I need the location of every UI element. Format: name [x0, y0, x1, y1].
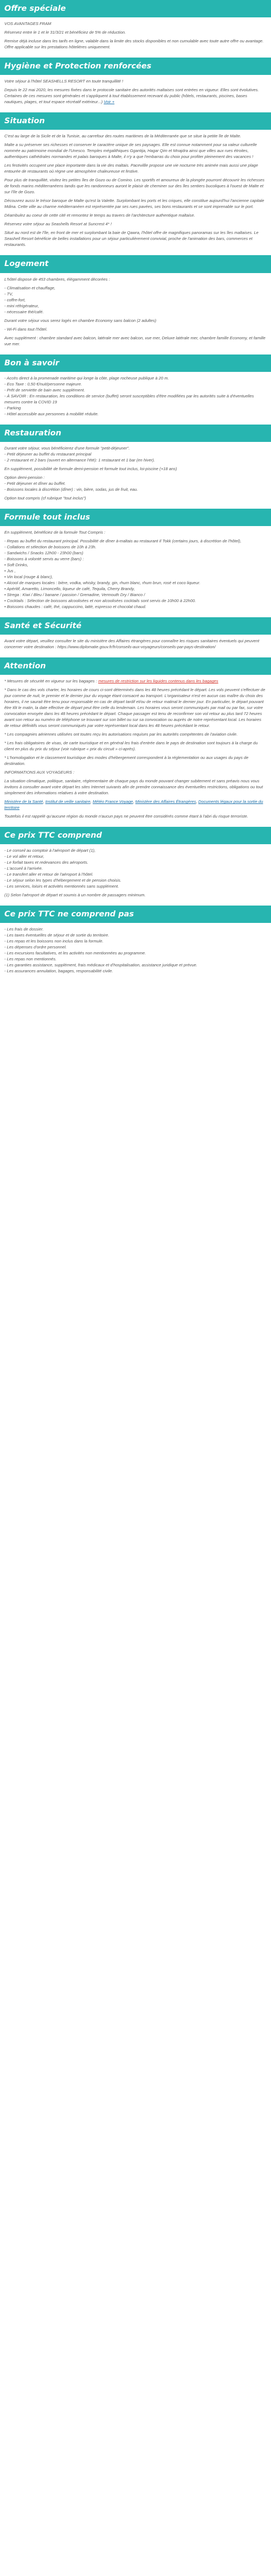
paragraph: INFORMATIONS AUX VOYAGEURS :: [4, 770, 75, 775]
list-item: • Vin local (rouge & blanc),: [4, 574, 53, 579]
paragraph: Les festivités occupent une place importante dans la vie des maltais. Pacevillle propose une vie nocturne très animée mais aussi une plage entourée de restaurants où règne une atmosphère chaleureuse et festive.: [4, 163, 259, 174]
tout-inclus-section: [0, 509, 271, 610]
section-body: [0, 75, 271, 105]
ne-comprend-list: [4, 926, 267, 974]
paragraph: En supplément, possibilité de formule demi-pension et formule tout inclus, loi-piscine (+18 ans): [4, 466, 177, 471]
paragraph: Toutefois il est rappelé qu'aucune région du monde n'aucun pays ne peuvent être considérés comme étant à l'abri du risque terroriste.: [4, 814, 248, 819]
paragraph: [4, 678, 267, 684]
section-title: Logement: [0, 255, 271, 273]
affaires-etrangeres-link[interactable]: Ministère des Affaires Étrangères: [135, 799, 196, 805]
section-title: Hygiène et Protection renforcées: [0, 58, 271, 75]
links-paragraph: Ministère de la Santé, Institut de veille sanitaire, Météo France Voyage, Ministère des Affaires Étrangères, Documents légaux pour la sortie du territoire: [4, 799, 263, 811]
meteo-link[interactable]: Météo France Voyage: [92, 799, 133, 805]
paragraph: [4, 87, 267, 105]
list-item: - Le vol aller et retour,: [4, 854, 44, 859]
list-item: - L'accueil à l'arrivée.: [4, 866, 43, 871]
paragraph: * Dans le cas des vols charter, les horaires de cours ci-sont déterminés dans les 48 heures précédant le départ. Les vols peuvent s'effectuer de jour comme de nuit, le premier et le dernier jour du voyage étant consacré au transport. L'organisateur n'est en aucun cas maître du choix des horaires, il ne saurait être tenu pour responsable en cas de départ tardif et/ou de retour matinal le dernier jour. En particulier, le départ pouvant être tôt le matin, la date effective de départ peut être celle du lendemain. Les horaires vous seront communiqués par mail ou par fax, sur votre convocation envoyée dans les 48 heures précédant le départ. Chaque passager est tenu de reconfirmer son vol retour au plus tard 72 heures avant son retour au numéro de téléphone se trouvant sur son billet ou sur sa convocation ou auprès de notre représentant local. Les horaires de retour définitifs vous seront communiqués par votre représentant local dans les 48 heures précédant le retour.: [4, 687, 266, 729]
attention-section: [0, 657, 271, 819]
list-item: - Les assurances annulation, bagages, responsabilité civile.: [4, 969, 113, 974]
section-title: Ce prix TTC ne comprend pas: [0, 906, 271, 923]
section-body: [0, 17, 271, 50]
section-body: [0, 526, 271, 610]
paragraph: Remise déjà incluse dans les tarifs en ligne, valable dans la limite des stocks disponibles et non cumulable avec toute autre offre ou avantage. Offre applicable sur les prestations hôtelières uniquement.: [4, 39, 264, 50]
list-item: • Soft Drinks,: [4, 562, 29, 567]
list-item: - Climatisation et chauffage,: [4, 285, 56, 290]
paragraph: - Wi-Fi dans tout l'hôtel.: [4, 326, 48, 332]
list-item: - Accès direct à la promenade maritime qui longe la côte, plage rocheuse publique à 20 m.: [4, 375, 169, 381]
section-title: Restauration: [0, 425, 271, 442]
paragraph: Pour plus de tranquillité, visitez les petites îles de Gozo ou de Comino. Les sportifs et amoureux de la plongée pourront découvrir les richesses de fonds marins méditerranéens tandis que les randonneurs auront le plaisir de cheminer sur des îles sentiers bucoliques à l'ouest de Malte et sur l'île de Gozo.: [4, 178, 264, 195]
paragraph: Avec supplément : chambre standard avec balcon, latérale mer avec balcon, vue mer, Deluxe latérale mer, chambre famille Economy, et famille vue mer.: [4, 335, 266, 346]
paragraph: Déambulez au coeur de cette cité et remontez le temps au travers de l'architecture authentique maltaise.: [4, 213, 195, 218]
list-item: - Le séjour selon les types d'hébergement et de pension choisis.: [4, 878, 121, 883]
restauration-section: [0, 425, 271, 501]
paragraph: Avant votre départ, veuillez consulter le site du ministère des Affaires étrangères pour connaître les risques sanitaires éventuels qui peuvent concerner votre destination : https://www.diplomatie.gouv.fr/fr/conseils-aux-voyageurs/conseils-par-pays-destination/: [4, 638, 260, 649]
section-body: [0, 442, 271, 501]
list-item: • Strega : Kiwi / Bleu / banane / passion / Grenadine, Vermouth Dry / Bianco /: [4, 592, 145, 597]
section-title: Situation: [0, 112, 271, 130]
section-title: Ce prix TTC comprend: [0, 827, 271, 844]
list-item: - Les taxes éventuelles de séjour et de sortie du territoire.: [4, 933, 109, 938]
list-item: - Hôtel accessible aux personnes à mobilité réduite.: [4, 411, 99, 416]
sante-section: [0, 617, 271, 650]
list-item: - Les frais de dossier.: [4, 927, 44, 932]
sante-ministry-link[interactable]: Ministère de la Santé: [4, 799, 43, 805]
text-line: Durant votre séjour, vous bénéficierez d'une formule "petit-déjeuner".: [4, 445, 130, 451]
paragraph: Réservez votre séjour au Seashells Resort at Suncrest 4* !: [4, 221, 112, 227]
situation-section: [0, 112, 271, 248]
paragraph: * Les frais obligatoires de visas, de carte touristique et en général les frais d'entrée dans le pays de destination sont toujours à la charge du client en plus du prix du séjour (voir rubrique « prix du circuit » ci-après).: [4, 740, 258, 752]
inclus-list: [4, 538, 267, 610]
prix-ne-comprend-section: [0, 906, 271, 974]
paragraph: Découvrez aussi le trésor baroque de Malte qu'est la Valette. Surplombant les ports et les criques, elle constitue aujourd'hui l'ancienne capitale Mdina. Cette ville au charme méditerranéen est représentée par ses rues pavées, ses bons restaurants et se sont imprenable sur le port.: [4, 198, 264, 210]
list-item: - Collations et sélection de boissons de 10h à 23h.: [4, 544, 96, 549]
list-item: - Eco Taxe : 0,50 €/nuit/personne majeure.: [4, 381, 82, 387]
section-title: Offre spéciale: [0, 0, 271, 17]
text-line: - 2 restaurant et 2 bars (ouvert en alternance l'été): 1 restaurant et 1 bar (en hiver).: [4, 457, 155, 463]
voir-plus-link[interactable]: Voir +: [104, 99, 115, 105]
list-item: - TV,: [4, 291, 13, 296]
list-item: • Boissons chaudes : café, thé, cappuccino, lattè, espresso et chocolat chaud.: [4, 604, 146, 609]
offre-section: [0, 0, 271, 50]
comprend-list: [4, 847, 267, 889]
list-item: • Cocktails : Sélection de boissons alcoolisées et non alcoolisées cocktails sont servis de 10h00 à 22h00.: [4, 598, 196, 603]
paragraph: * L'homologation et le classement touristique des modes d'hébergement correspondent à la réglementation ou aux usages du pays de destination.: [4, 755, 249, 767]
list-item: - Le forfait taxes et redevances des aéroports.: [4, 860, 88, 865]
list-item: - mini réfrigérateur,: [4, 303, 39, 308]
text-line: Option demi-pension :: [4, 474, 45, 480]
text-line: - Petit déjeuner au buffet du restaurant principal: [4, 451, 92, 457]
prix-comprend-section: [0, 827, 271, 898]
paragraph: Situé au nord est de l'île, en front de mer et surplombant la baie de Qawra, l'hôtel offre de magnifiques panoramas sur les îles maltaises. Le Seashell Resort bénéficie de belles installations pour un séjour particulièrement convivial, proche de l'animation des bars, commerces et restaurants.: [4, 230, 259, 248]
section-body: [0, 675, 271, 819]
paragraph: VOS AVANTAGES FRAM: [4, 21, 51, 27]
list-item: - Le conseil au comptoir à l'aéroport de départ (1),: [4, 848, 96, 853]
paragraph: * Les compagnies aériennes utilisées ont toutes reçu les autorisations requises par les autorités compétentes de l'aviation civile.: [4, 732, 238, 737]
list-item: - Les garanties assistance, supplément, frais médicaux et d'hospitalisation, assistance juridique et prévue.: [4, 963, 198, 968]
list-item: • Jus ,: [4, 568, 16, 573]
list-item: - Les dépenses d'ordre personnel.: [4, 945, 67, 950]
liquides-link[interactable]: mesures de restriction sur les liquides contenus dans les bagages: [98, 679, 218, 684]
text-line: - Boissons locales à discrétion (dîner) : vin, bière, sodas, jus de fruit, eau.: [4, 486, 138, 492]
list-item: - Boissons à volonté servis au verre (bars) :: [4, 556, 84, 561]
paragraph: Réservez entre le 1 et le 31/3/21 et bénéficiez de 5% de réduction.: [4, 30, 126, 35]
list-item: - coffre-fort,: [4, 297, 26, 302]
section-title: Formule tout inclus: [0, 509, 271, 526]
list-item: • Alcool de marques locales : bière, vodka, whisky, brandy, gin, rhum blanc, rhum brun, rosé et coco liqueur.: [4, 580, 201, 585]
list-item: - Les services, loisirs et activités mentionnés sans supplément.: [4, 884, 119, 889]
amenity-list: [4, 285, 267, 315]
paragraph: C'est au large de la Sicile et de la Tunisie, au carrefour des routes maritimes de la Méditerranée que se situe la petite île de Malte.: [4, 134, 241, 139]
section-body: [0, 635, 271, 650]
section-body: [0, 130, 271, 248]
text-line: * Mesures de sécurité en vigueur sur les bagages :: [4, 679, 97, 684]
logement-section: [0, 255, 271, 346]
info-list: [4, 375, 267, 417]
paragraph: (1) Selon l'aéroport de départ et soumis à un nombre de passagers minimum.: [4, 893, 146, 898]
section-title: Bon à savoir: [0, 355, 271, 372]
list-item: - Le transfert aller et retour de l'aéroport à l'hôtel.: [4, 872, 94, 877]
list-item: - Sandwichs / Snacks 12h00 - 23h00 (bars): [4, 550, 83, 555]
list-item: - Parking: [4, 405, 21, 410]
page: [0, 0, 271, 974]
paragraph: Votre séjour à l'hôtel SEASHELLS RESORT en toute tranquillité !: [4, 79, 124, 84]
paragraph: Malte a su préserver ses richesses et conserver le caractère unique de ses paysages. Elle est connue notamment pour sa valeur culturelle nommée au patrimoine mondial de l'Unesco. Temples mégalithiques Ggantija, Hagar Qim et Mnajdra ainsi que villes aux rues étroites, authentiques cathédrales normandes et palais baroques à Malte, il n'y a que l'embarras du choix pour profiter pleinement des vacances !: [4, 142, 257, 160]
section-body: [0, 273, 271, 347]
paragraph: L'hôtel dispose de 453 chambres, élégamment décorées :: [4, 276, 110, 282]
list-item: - Les excursions facultatives, et les activités non mentionnées au programme.: [4, 951, 146, 956]
bon-a-savoir-section: [0, 355, 271, 417]
text-line: - Petit déjeuner et dîner au buffet.: [4, 480, 66, 486]
section-body: [0, 923, 271, 974]
list-item: - Prêt de serviette de bain avec supplément.: [4, 387, 85, 393]
paragraph: Durant votre séjour vous serez logés en chambre Economy sans balcon (2 adultes): [4, 318, 157, 323]
veille-sanitaire-link[interactable]: Institut de veille sanitaire: [45, 799, 91, 805]
section-body: [0, 372, 271, 417]
section-title: Santé et Sécurité: [0, 617, 271, 635]
paragraph: [4, 445, 267, 463]
hygiene-section: [0, 58, 271, 105]
paragraph: [4, 474, 267, 492]
paragraph: La situation climatique, politique, sanitaire, réglementaire de chaque pays du monde pouvant changer subitement et sans préavis nous vous invitons à consulter avant votre départ les sites Internet suivants afin de prendre connaissance des éventuelles restrictions, obligations ou tout simplement des informations relatives à votre destination.: [4, 779, 263, 796]
list-item: - nécessaire thé/café.: [4, 309, 44, 314]
list-item: - Repas au buffet du restaurant principal. Possibilité de dîner à-maltais au restaurant Il Tokk (certains jours, à discrétion de l'hôtel),: [4, 538, 242, 543]
section-title: Attention: [0, 657, 271, 675]
hygiene-text: Depuis le 22 mai 2020, les mesures fixées dans le protocole sanitaire des autorités maltaises sont entrées en vigueur. Elles sont évolutives. Certaines de ces mesures sont générales et s'appliquent à tout établissement recevant du public (hôtels, restaurants, piscines, bases nautiques, plages, et tout espace récréatif extérieur...): [4, 87, 259, 105]
documents-legaux-link[interactable]: Documents légaux pour la sortie du territoire: [4, 799, 263, 811]
list-item: - Les repas et les boissons non inclus dans la formule.: [4, 939, 104, 944]
list-item: • Apéritif, Amaretto, Limoncello, liqueur de café, Tequila, Cherry Brandy,: [4, 586, 135, 591]
paragraph: Option tout compris (cf rubrique "tout inclus"): [4, 495, 86, 501]
paragraph: En supplément, bénéficiez de la formule Tout Compris :: [4, 529, 106, 535]
list-item: - Les repas non mentionnés.: [4, 957, 57, 962]
section-body: [0, 844, 271, 898]
list-item: - À SAVOIR : En restauration, les conditions de service (buffet) seront susceptibles d'être modifiées par les autorités suite à d'éventuelles mesures contre la COVID 19: [4, 393, 254, 404]
